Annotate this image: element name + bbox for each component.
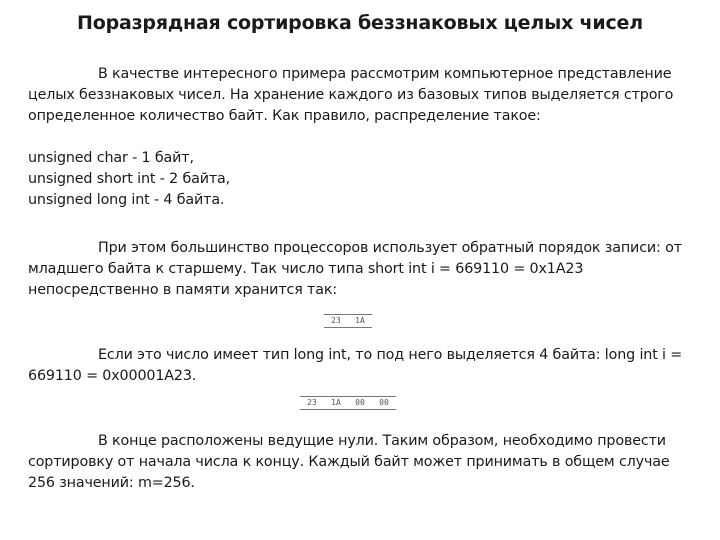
memory-byte: 1A: [331, 398, 341, 407]
paragraph-conclusion: В конце расположены ведущие нули. Таким образом, необходимо провести сортировку от начала числа к концу. Каждый байт может принимать в общем случае 256 значений: m=256.: [28, 433, 670, 491]
memory-layout-short: [324, 314, 372, 328]
type-item-char: unsigned char - 1 байт,: [28, 150, 194, 166]
paragraph-byte-order: При этом большинство процессоров использует обратный порядок записи: от младшего байта к старшему. Так число типа short int i = 669110 = 0x1A23 непосредственно в памяти хранится так:: [28, 240, 682, 298]
type-item-long: unsigned long int - 4 байта.: [28, 192, 225, 208]
memory-byte: 23: [331, 316, 341, 325]
type-list: [28, 148, 692, 211]
type-item-short: unsigned short int - 2 байта,: [28, 171, 231, 187]
memory-layout-long: [300, 396, 396, 410]
paragraph-intro: В качестве интересного примера рассмотрим компьютерное представление целых беззнаковых чисел. На хранение каждого из базовых типов выделяется строго определенное количество байт. Как правило, распределение такое:: [28, 66, 674, 124]
memory-byte: 23: [307, 398, 317, 407]
paragraph-long-int: Если это число имеет тип long int, то под него выделяется 4 байта: long int i = 669110 = 0x00001A23.: [28, 347, 683, 384]
memory-byte: 1A: [355, 316, 365, 325]
page-title: Поразрядная сортировка беззнаковых целых чисел: [77, 12, 643, 34]
memory-byte: 00: [379, 398, 389, 407]
memory-byte: 00: [355, 398, 365, 407]
